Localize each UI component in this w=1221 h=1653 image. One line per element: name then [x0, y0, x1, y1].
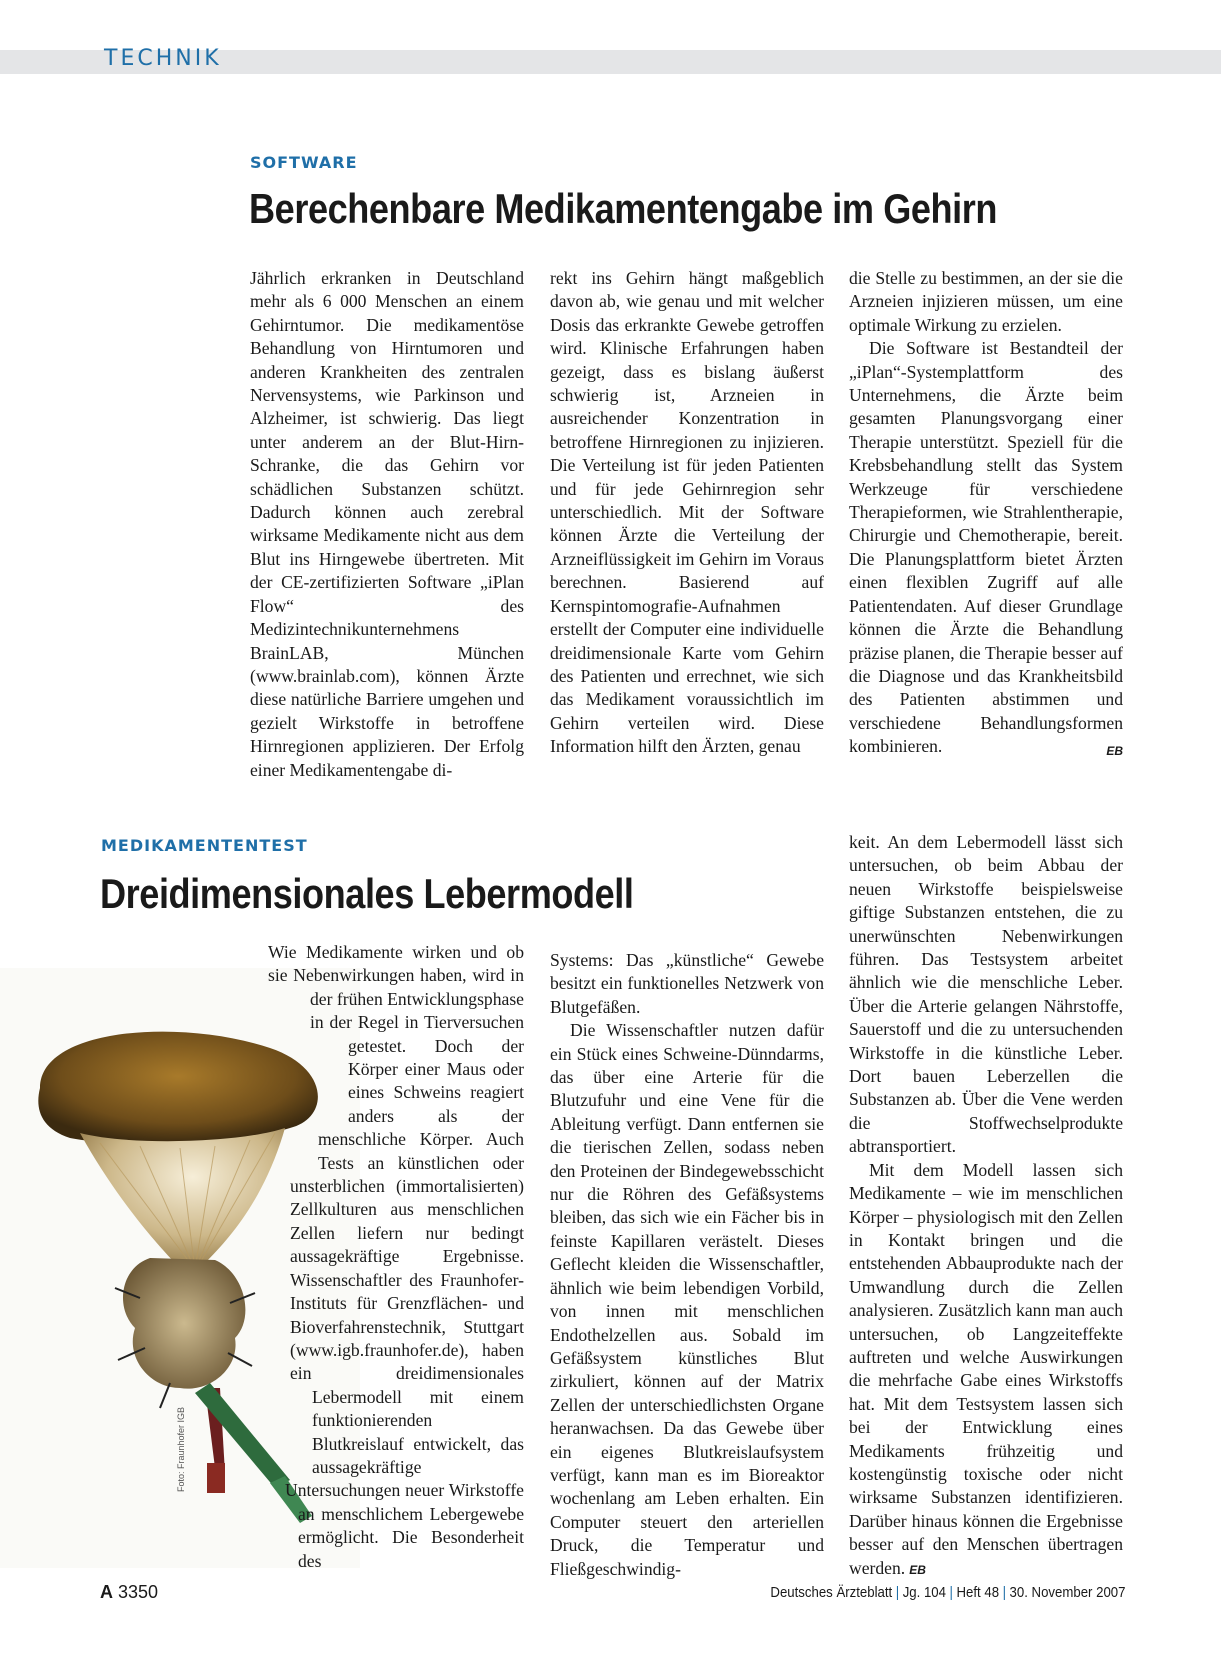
wrap-spacer-9 — [250, 1479, 285, 1526]
article1-column-3 — [849, 267, 1123, 764]
wrap-spacer-3 — [250, 1035, 348, 1105]
page-prefix: A — [100, 1582, 113, 1602]
article2-column-1 — [250, 941, 524, 1596]
article2-kicker: MEDIKAMENTENTEST — [101, 836, 308, 855]
article2-author: EB — [909, 1562, 926, 1577]
wrap-spacer-10 — [250, 1526, 298, 1573]
article1-column-1 — [250, 267, 524, 782]
article2-col3-p2 — [849, 1159, 1123, 1582]
journal-info — [770, 1584, 1125, 1601]
article2-col3-p1: keit. An dem Lebermodell lässt sich untersuchen, ob beim Abbau der neuen Wirkstoffe beispielsweise giftige Substanzen entstehen, die zu unerwünschten Nebenwirkungen führen. Das Testsystem arbeitet ähnlich wie die menschliche Leber. Über die Arterie gelangen Nährstoffe, Sauerstoff und die zu untersuchenden Wirkstoffe in die künstliche Leber. Dort bauen Leberzellen die Substanzen ab. Über die Vene werden die Stoffwechselprodukte abtransportiert. — [849, 832, 1123, 1157]
article2-column-3 — [849, 831, 1123, 1582]
wrap-spacer-4 — [250, 1105, 318, 1175]
article1-col3-p1: die Stelle zu bestimmen, an der sie die Arzneien injizieren müssen, um eine optimale Wirkung zu erzielen. — [849, 268, 1123, 335]
article2-title: Dreidimensionales Lebermodell — [100, 870, 634, 917]
wrap-spacer-11 — [250, 1573, 262, 1596]
separator: | — [1002, 1584, 1006, 1601]
wrap-spacer-7 — [250, 1339, 290, 1386]
article1-kicker: SOFTWARE — [250, 153, 358, 172]
wrap-spacer-2 — [250, 988, 310, 1035]
article1-col2-text: rekt ins Gehirn hängt maßgeblich davon ab, wie genau und mit welcher Dosis das erkrankte Gewebe getroffen wird. Klinische Erfahrungen haben gezeigt, dass es bislang äußerst schwierig ist, Arzneien in ausreichender Konzentration in betroffene Hirnregionen zu injizieren. Die Verteilung ist für jeden Patienten und für jede Gehirnregion sehr unterschiedlich. Mit der Software können Ärzte die Verteilung der Arzneiflüssigkeit im Gehirn im Voraus berechnen. Basierend auf Kernspintomografie-Aufnahmen erstellt der Computer eine individuelle dreidimensionale Karte vom Gehirn des Patienten und errechnet, wie sich das Medikament voraussichtlich im Gehirn verteilen wird. Diese Information hilft den Ärzten, genau — [550, 268, 824, 757]
journal-date: 30. November 2007 — [1009, 1584, 1125, 1601]
section-label: TECHNIK — [104, 46, 222, 71]
article2-col1-text: Wie Medikamente wirken und ob sie Nebenwirkungen haben, wird in der frühen Entwicklungsphase in der Regel in Tierversuchen getestet. Doch der Körper einer Maus oder eines Schweins reagiert anders als der menschliche Körper. Auch Tests an künstlichen oder unsterblichen (immortalisierten) Zellkulturen aus menschlichen Zellen liefern nur bedingt aussagekräftige Ergebnisse. Wissenschaftler des Fraunhofer-Instituts für Grenzflächen- und Bioverfahrenstechnik, Stuttgart (www.igb.fraunhofer.de), haben ein dreidimensionales Lebermodell mit einem funktionierenden Blutkreislauf entwickelt, das aussagekräftige Untersuchungen neuer Wirkstoffe an menschlichem Lebergewebe ermöglicht. Die Besonderheit des — [268, 942, 524, 1571]
wrap-spacer-8 — [250, 1386, 312, 1479]
wrap-spacer-5 — [250, 1175, 290, 1292]
wrap-spacer-6 — [250, 1292, 262, 1339]
journal-issue: Heft 48 — [956, 1584, 999, 1601]
article2-col3-p2-text: Mit dem Modell lassen sich Medikamente – wie im menschlichen Körper – physiologisch mit den Zellen in Kontakt bringen und die entstehenden Abbauprodukte nach der Umwandlung durch die Zellen analysieren. Zusätzlich kann man auch untersuchen, ob Langzeiteffekte auftreten und welche Auswirkungen die mehrfache Gabe eines Wirkstoffs hat. Mit dem Testsystem lassen sich bei der Entwicklung eines Medikaments frühzeitig und kostengünstig toxische oder nicht wirksame Substanzen identifizieren. Darüber hinaus können die Ergebnisse besser auf den Menschen übertragen werden. — [849, 1159, 1123, 1578]
journal-name: Deutsches Ärzteblatt — [769, 1584, 892, 1601]
article2-col2-p1: Systems: Das „künstliche“ Gewebe besitzt ein funktionelles Netzwerk von Blutgefäßen. — [550, 950, 824, 1017]
separator: | — [895, 1584, 899, 1601]
separator: | — [949, 1584, 953, 1601]
article1-title: Berechenbare Medikamentengabe im Gehirn — [249, 185, 998, 232]
article1-author: EB — [1106, 744, 1123, 759]
page-number-value: 3350 — [118, 1582, 159, 1602]
wrap-spacer-1 — [250, 942, 268, 988]
article1-col1-text: Jährlich erkranken in Deutschland mehr als 6 000 Menschen an einem Gehirntumor. Die medikamentöse Behandlung von Hirntumoren und anderen Krankheiten des zentralen Nervensystems, wie Parkinson und Alzheimer, ist schwierig. Das liegt unter anderem an der Blut-Hirn-Schranke, die das Gehirn vor schädlichen Substanzen schützt. Dadurch können auch zerebral wirksame Medikamente nicht aus dem Blut ins Hirngewebe übertreten. Mit der CE-zertifizierten Software „iPlan Flow“ des Medizintechnikunternehmens BrainLAB, München (www.brainlab.com), können Ärzte diese natürliche Barriere umgehen und gezielt Wirkstoffe in betroffene Hirnregionen applizieren. Der Erfolg einer Medikamentengabe di- — [250, 268, 524, 780]
article2-col2-p2: Die Wissenschaftler nutzen dafür ein Stück eines Schweine-Dünndarms, das über eine Arterie für die Blutzufuhr und eine Vene für die Ableitung verfügt. Dann entfernen sie die tierischen Zellen, sodass neben den Proteinen der Bindegewebsschicht nur die Röhren des Gefäßsystems bleiben, das sich wie ein Fächer bis in feinste Kapillaren verästelt. Dieses Geflecht kleiden die Wissenschaftler, ähnlich wie beim lebendigen Vorbild, von innen mit menschlichen Endothelzellen aus. Sobald im Gefäßsystem künstliches Blut zirkuliert, können auf der Matrix Zellen der unterschiedlichsten Organe heranwachsen. Da das Gewebe über ein eigenes Blutkreislaufsystem verfügt, kann man es im Bioreaktor wochenlang am Leben erhalten. Ein Computer steuert den arteriellen Druck, die Temperatur und Fließgeschwindig- — [550, 1020, 824, 1579]
article1-col3-p2 — [849, 337, 1123, 758]
page-number — [100, 1582, 158, 1603]
article1-column-2 — [550, 267, 824, 759]
journal-volume: Jg. 104 — [902, 1584, 946, 1601]
photo-credit: Foto: Fraunhofer IGB — [176, 1406, 186, 1492]
article1-col3-p2-text: Die Software ist Bestandteil der „iPlan“-Systemplattform des Unternehmens, die Ärzte beim gesamten Planungsvorgang einer Therapie unterstützt. Speziell für die Krebsbehandlung stellt das System Werkzeuge für verschiedene Therapieformen, wie Strahlentherapie, Chirurgie und Chemotherapie, bereit. Die Planungsplattform bietet Ärzten einen flexiblen Zugriff auf alle Patientendaten. Auf dieser Grundlage können die Ärzte die Behandlung präzise planen, die Therapie besser auf die Diagnose und das Krankheitsbild des Patienten abstimmen und verschiedene Behandlungsformen kombinieren. — [849, 338, 1123, 757]
article2-column-2 — [550, 949, 824, 1581]
